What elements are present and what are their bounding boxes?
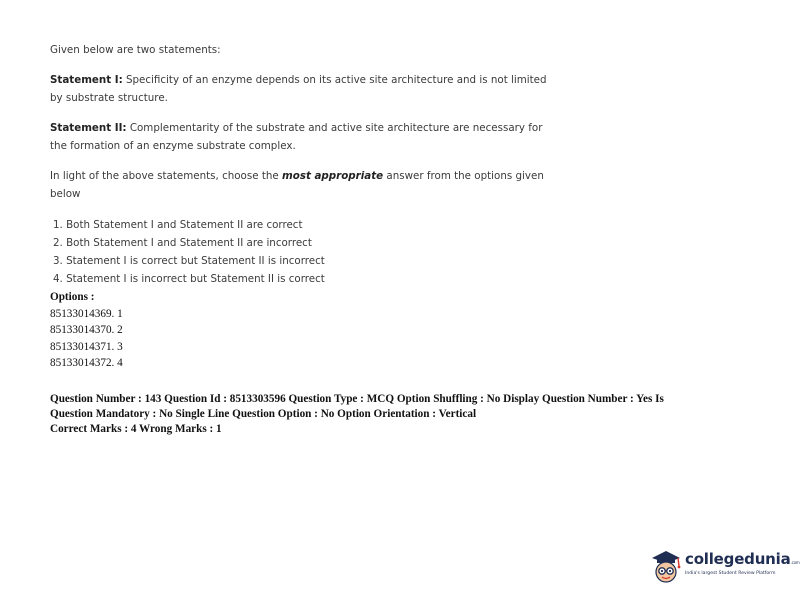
choice-list bbox=[53, 216, 325, 288]
options-header: Options : bbox=[50, 291, 95, 303]
student-mascot-icon bbox=[648, 548, 684, 588]
brand-text: collegedunia bbox=[685, 550, 791, 568]
option-id: 85133014371. 3 bbox=[50, 340, 123, 353]
instruction bbox=[50, 167, 570, 203]
statement-1-text: Specificity of an enzyme depends on its active site architecture and is not limited bbox=[125, 74, 547, 86]
statement-2-text: Complementarity of the substrate and active site architecture are necessary for bbox=[129, 122, 543, 134]
statement-1-label: Statement I: bbox=[50, 74, 123, 86]
statement-2-text-line2: the formation of an enzyme substrate complex. bbox=[50, 140, 296, 152]
statement-1-text-line2: by substrate structure. bbox=[50, 92, 168, 104]
options-block bbox=[50, 289, 123, 372]
option-id: 85133014369. 1 bbox=[50, 307, 123, 320]
statement-2-label: Statement II: bbox=[50, 122, 127, 134]
option-id: 85133014372. 4 bbox=[50, 357, 123, 369]
option-id: 85133014370. 2 bbox=[50, 324, 123, 336]
meta-line: Question Mandatory : No Single Line Question Option : No Option Orientation : Vertical bbox=[50, 408, 477, 420]
instruction-line2: below bbox=[50, 188, 81, 200]
question-meta bbox=[50, 392, 750, 437]
brand-suffix: .com bbox=[790, 560, 800, 565]
brand-name bbox=[685, 550, 800, 568]
statement-2 bbox=[50, 119, 570, 155]
instruction-after: answer from the options given bbox=[386, 170, 544, 182]
meta-line: Question Number : 143 Question Id : 8513303596 Question Type : MCQ Option Shuffling : No Display Question Number : Yes Is bbox=[50, 393, 664, 405]
choice-item: 4. Statement I is incorrect but Statement II is correct bbox=[53, 273, 325, 285]
choice-item: 1. Both Statement I and Statement II are correct bbox=[53, 219, 303, 231]
choice-item: 3. Statement I is correct but Statement II is incorrect bbox=[53, 255, 325, 267]
intro-text: Given below are two statements: bbox=[50, 44, 221, 56]
instruction-emphasis: most appropriate bbox=[282, 170, 384, 182]
meta-line: Correct Marks : 4 Wrong Marks : 1 bbox=[50, 423, 222, 435]
instruction-before: In light of the above statements, choose the bbox=[50, 170, 279, 182]
brand-tagline: India's largest Student Review Platform bbox=[685, 571, 776, 576]
choice-item: 2. Both Statement I and Statement II are incorrect bbox=[53, 237, 312, 249]
collegedunia-logo bbox=[648, 548, 800, 593]
statement-1 bbox=[50, 71, 570, 107]
